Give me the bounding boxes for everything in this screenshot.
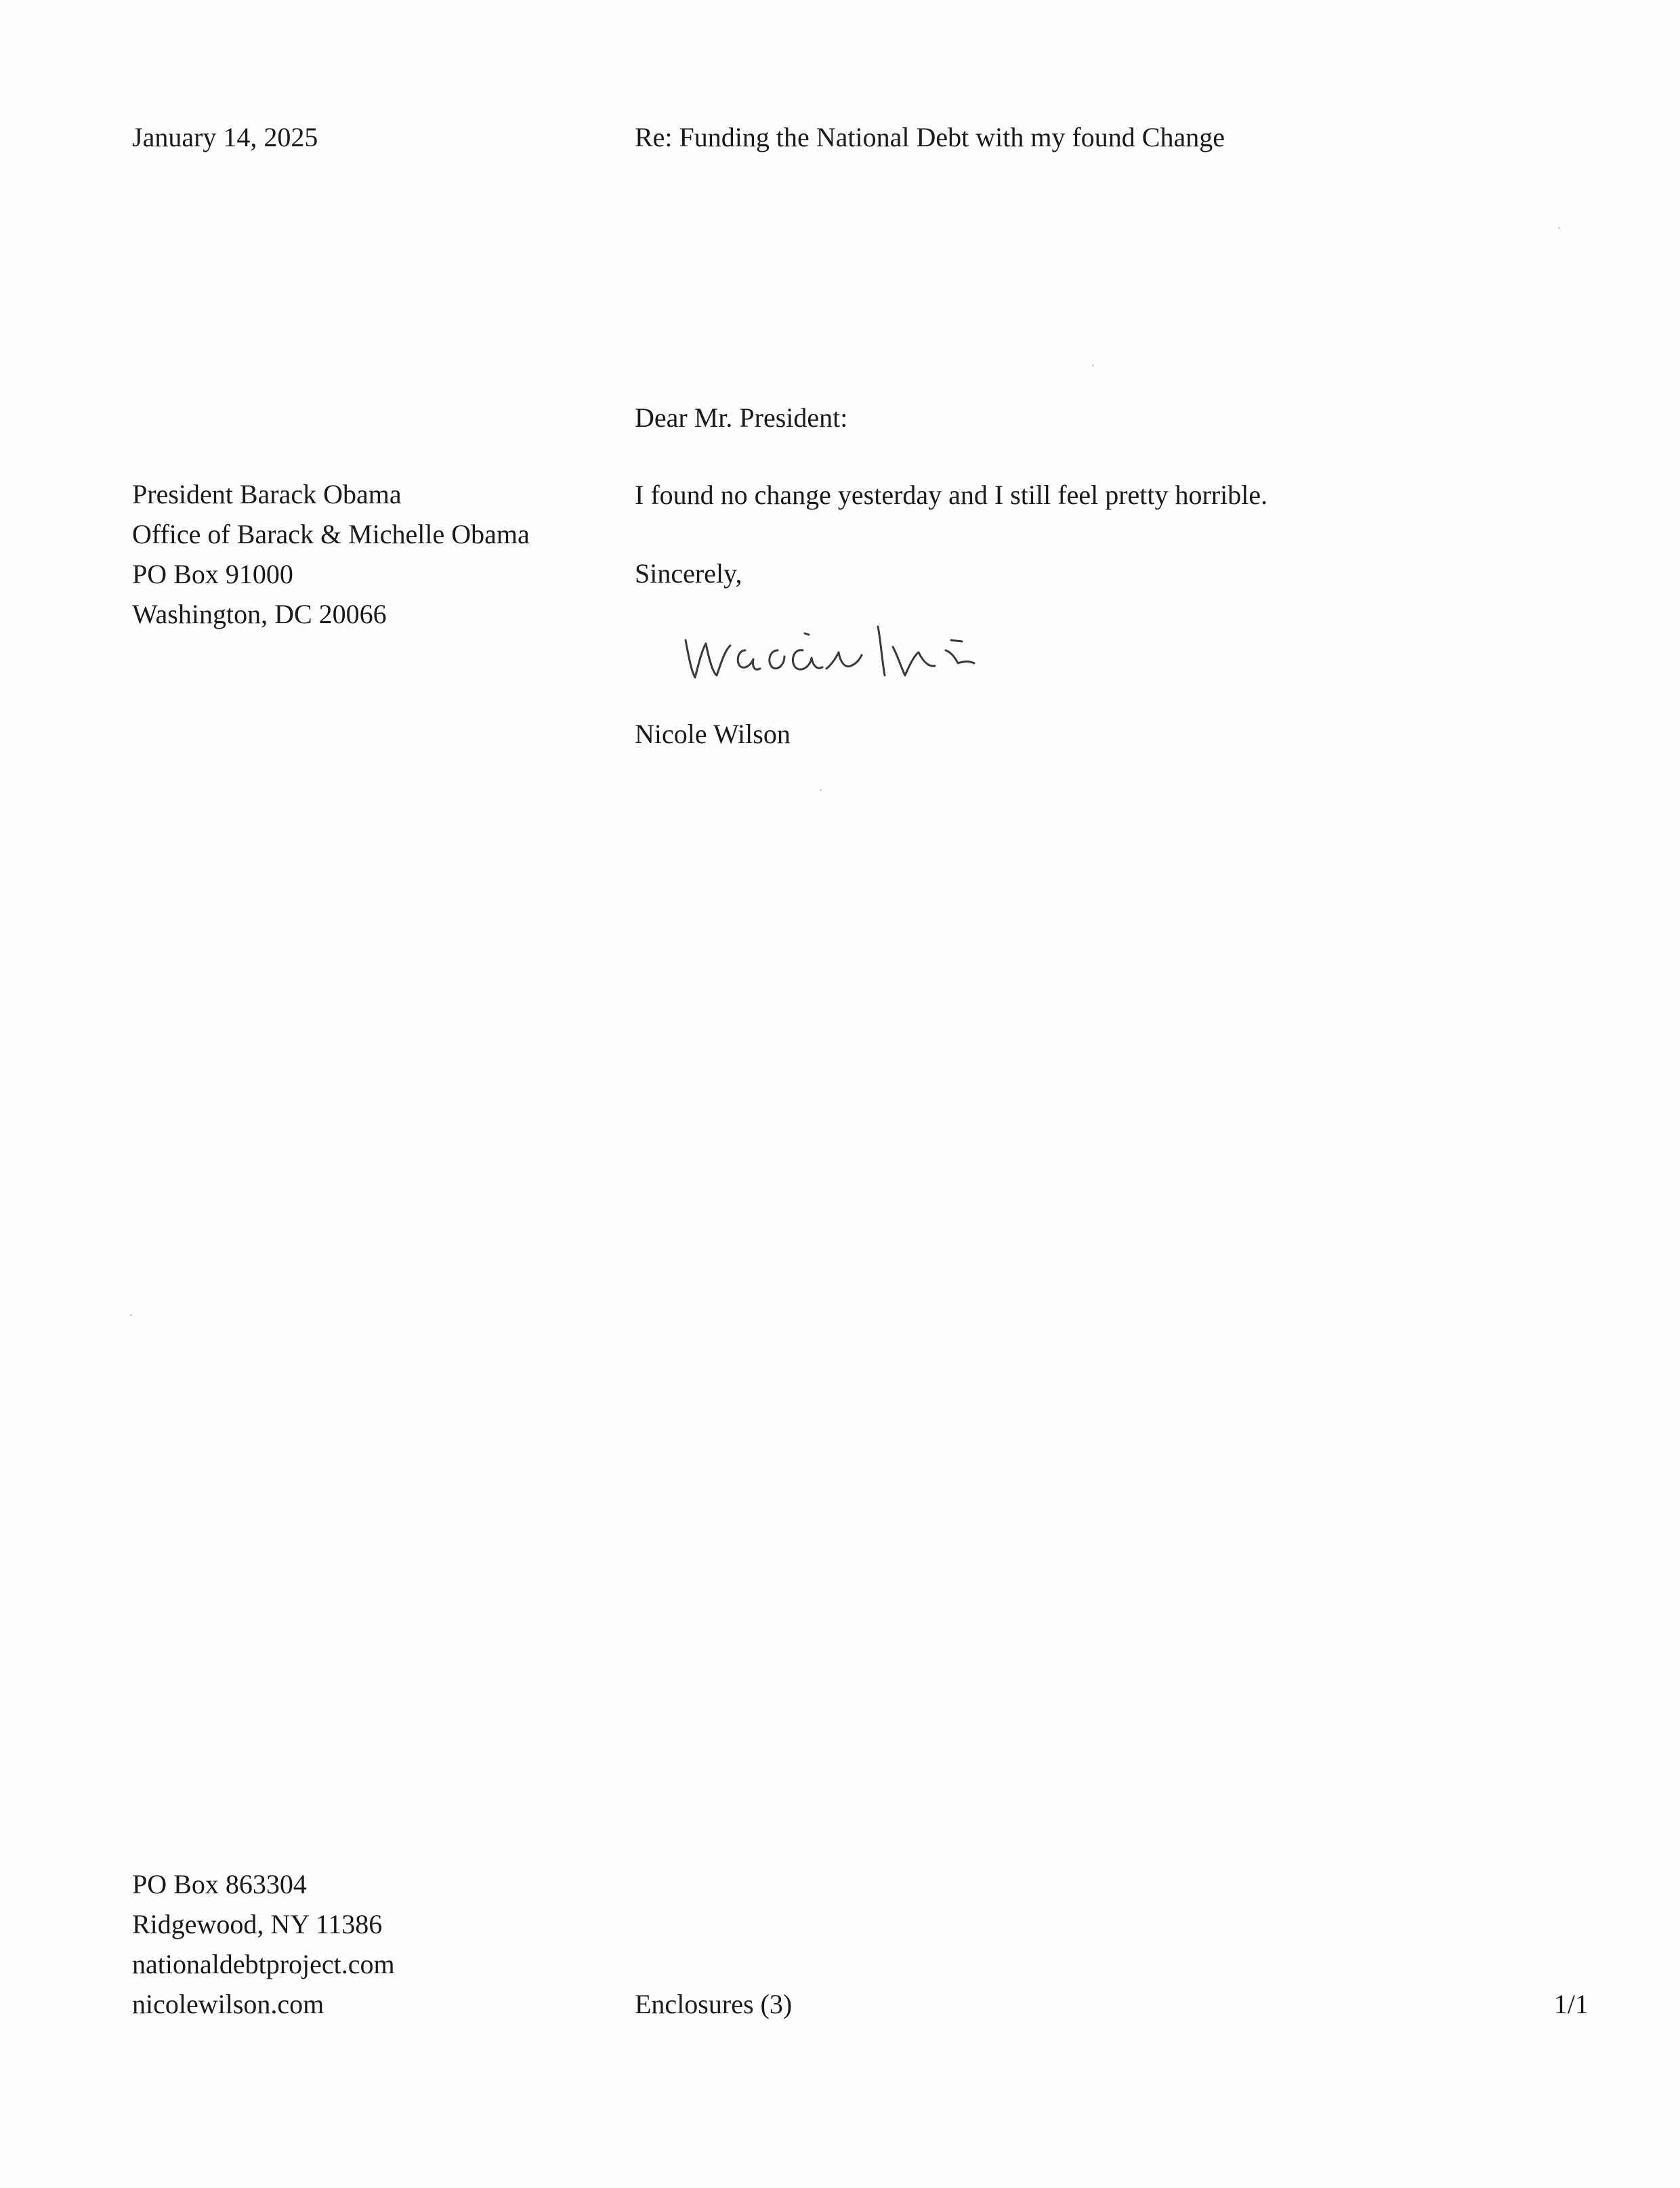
letter-body: I found no change yesterday and I still feel pretty horrible. — [635, 480, 1268, 510]
enclosures-note: Enclosures (3) — [635, 1989, 793, 2019]
sender-city: Ridgewood, NY 11386 — [132, 1909, 383, 1939]
salutation: Dear Mr. President: — [635, 402, 848, 433]
recipient-po-box: PO Box 91000 — [132, 559, 293, 589]
letter-date: January 14, 2025 — [132, 122, 318, 152]
letter-subject: Re: Funding the National Debt with my found Change — [635, 122, 1225, 152]
scan-speck — [1558, 227, 1560, 229]
scan-speck — [820, 789, 822, 791]
scan-speck — [130, 1314, 132, 1316]
recipient-address — [132, 474, 530, 634]
page-number: 1/1 — [1553, 1989, 1589, 2019]
recipient-city: Washington, DC 20066 — [132, 599, 387, 629]
handwritten-signature-icon — [677, 613, 1043, 688]
signer-name: Nicole Wilson — [635, 719, 791, 749]
sender-website-2: nicolewilson.com — [132, 1989, 324, 2019]
recipient-name: President Barack Obama — [132, 479, 402, 509]
sender-website-1: nationaldebtproject.com — [132, 1949, 395, 1979]
closing: Sincerely, — [635, 558, 742, 589]
recipient-office: Office of Barack & Michelle Obama — [132, 519, 530, 549]
sender-address — [132, 1864, 395, 2024]
sender-po-box: PO Box 863304 — [132, 1869, 307, 1899]
scan-speck — [1092, 364, 1094, 366]
